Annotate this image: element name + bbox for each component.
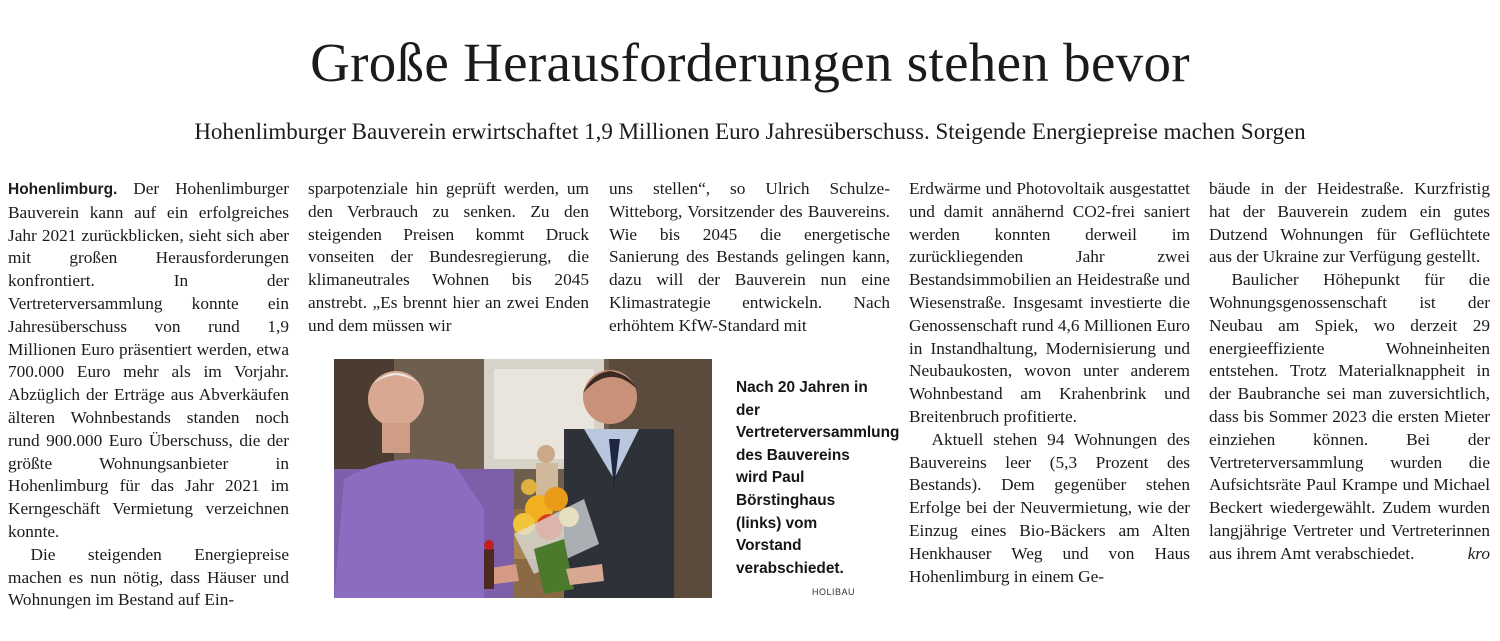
paragraph [8, 178, 289, 544]
photo-credit: HOLIBAU [812, 587, 856, 597]
column-3 [609, 178, 890, 338]
photo-caption: Nach 20 Jahren in der Vertreterversammlung des Bauvereins wird Paul Börstinghaus (links) vom Vorstand verabschiedet. [736, 379, 900, 577]
paragraph: Die steigenden Energiepreise machen es nun nötig, dass Häuser und Wohnungen im Bestand auf Ein- [8, 544, 289, 610]
column-5 [1209, 178, 1490, 566]
column-4 [909, 178, 1190, 588]
dateline: Hohenlimburg. [8, 181, 118, 198]
article-headline: Große Herausforderungen stehen bevor [310, 32, 1190, 93]
paragraph: Aktuell stehen 94 Wohnungen des Bauvereins leer (5,3 Prozent des Bestands). Dem gegenüber stehen Erfolge bei der Neuvermietung, wie der Einzug eines Bio-Bäckers am Alten Henkhauser Weg und von Haus Hohenlimburg in einem Ge- [909, 429, 1190, 586]
article-subheadline: Hohenlimburger Bauverein erwirtschaftet 1,9 Millionen Euro Jahresüberschuss. Steigende Energiepreise machen Sorgen [194, 119, 1306, 144]
column-1 [8, 178, 289, 612]
paragraph: Erdwärme und Photovoltaik ausgestattet und damit annähernd CO2-frei saniert werden konnten derweil im zurückliegenden Jahr zwei Bestandsimmobilien an Heidestraße und Wiesenstraße. Insgesamt investierte die Genossenschaft rund 4,6 Millionen Euro in Instandhaltung, Modernisierung und Neubaukosten, wovon unter anderem Wohnbestand am Krahenbrink und Breitenbruch profitierte. [909, 179, 1190, 426]
photo-illustration [334, 359, 712, 598]
column-2 [308, 178, 589, 338]
paragraph-text: Baulicher Höhepunkt für die Wohnungsgenossenschaft ist der Neubau am Spiek, wo derzeit 29 energieeffiziente Wohneinheiten entstehen. Trotz Materialknappheit in der Baubranche sei man zuversichtlich, dass bis Sommer 2023 die ersten Mieter einziehen können. Bei der Vertreterversammlung wurden die Aufsichtsräte Paul Krampe und Michael Beckert wiedergewählt. Zudem wurden langjährige Vertreter und Vertreterinnen aus ihrem Amt verabschiedet. [1209, 270, 1490, 563]
article-photo [334, 359, 712, 598]
paragraph: bäude in der Heidestraße. Kurzfristig hat der Bauverein zudem ein gutes Dutzend Wohnungen für Geflüchtete aus der Ukraine zur Verfügung gestellt. [1209, 179, 1490, 267]
author-sign: kro [1467, 543, 1490, 563]
paragraph [1209, 269, 1490, 565]
paragraph: uns stellen“, so Ulrich Schulze-Witteborg, Vorsitzender des Bauvereins. Wie bis 2045 die energetische Sanierung des Bestands gelingen kann, dazu will der Bauverein nun eine Klimastrategie entwickeln. Nach erhöhtem KfW-Standard mit [609, 179, 890, 335]
paragraph: sparpotenziale hin geprüft werden, um den Verbrauch zu senken. Zu den steigenden Preisen kommt Druck vonseiten der Bundesregierung, die klimaneutrales Wohnen bis 2045 anstrebt. „Es brennt hier an zwei Enden und dem müssen wir [308, 179, 589, 335]
paragraph-text: Der Hohenlimburger Bauverein kann auf ein erfolgreiches Jahr 2021 zurückblicken, sieht sich aber mit großen Herausforderungen konfrontiert. In der Vertreterversammlung konnte ein Jahresüberschuss von rund 1,9 Millionen Euro präsentiert werden, etwa 700.000 Euro mehr als im Vorjahr. Abzüglich der Erträge aus Abverkäufen älteren Wohnbestands standen noch rund 900.000 Euro Überschuss, die der größte Wohnungsanbieter in Hohenlimburg für das Jahr 2021 im Kerngeschäft Vermietung verzeichnen konnte. [8, 179, 289, 541]
